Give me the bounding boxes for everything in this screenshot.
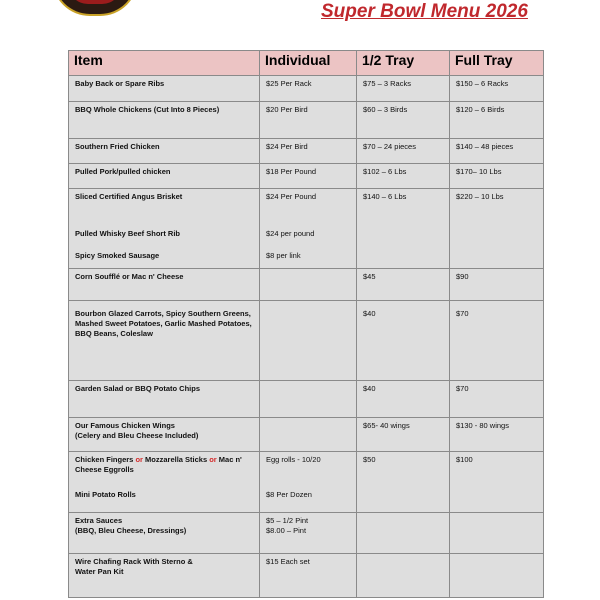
full-tray-cell: $70	[450, 381, 544, 418]
table-row	[69, 139, 544, 164]
item-cell: Corn Soufflé or Mac n' Cheese	[69, 269, 260, 301]
half-tray-cell: $102 – 6 Lbs	[357, 164, 450, 189]
item-line: Pulled Whisky Beef Short Rib	[75, 229, 181, 238]
individual-cell	[260, 381, 357, 418]
half-tray-cell	[357, 513, 450, 554]
half-tray-cell: $140 – 6 Lbs	[357, 189, 450, 269]
individual-cell: $25 Per Rack	[260, 76, 357, 102]
full-tray-cell	[450, 554, 544, 598]
item-cell: Southern Fried Chicken	[69, 139, 260, 164]
item-cell: Pulled Pork/pulled chicken	[69, 164, 260, 189]
item-line: BBQ Beans, Coleslaw	[75, 329, 153, 338]
individual-line: $8 per link	[266, 251, 301, 260]
item-line: Water Pan Kit	[75, 567, 124, 576]
restaurant-logo	[52, 0, 138, 16]
half-tray-cell: $70 – 24 pieces	[357, 139, 450, 164]
individual-line: Egg rolls - 10/20	[266, 455, 321, 464]
individual-cell	[260, 301, 357, 381]
item-line: Extra Sauces	[75, 516, 123, 525]
table-row	[69, 513, 544, 554]
individual-line: $8.00 – Pint	[266, 526, 307, 535]
table-row	[69, 76, 544, 102]
table-row	[69, 102, 544, 139]
table-header-row	[69, 51, 544, 76]
individual-line: $24 Per Pound	[266, 192, 317, 201]
item-line: Our Famous Chicken Wings	[75, 421, 175, 430]
individual-line: $8 Per Dozen	[266, 490, 312, 499]
individual-cell: $24 Per Bird	[260, 139, 357, 164]
table-row	[69, 418, 544, 452]
individual-cell: $20 Per Bird	[260, 102, 357, 139]
header-full-tray: Full Tray	[450, 51, 544, 76]
menu-table	[68, 50, 544, 598]
table-row	[69, 164, 544, 189]
item-cell: Garden Salad or BBQ Potato Chips	[69, 381, 260, 418]
full-tray-cell: $170– 10 Lbs	[450, 164, 544, 189]
half-tray-value: $40	[363, 309, 376, 318]
half-tray-cell	[357, 301, 450, 381]
individual-line: $24 per pound	[266, 229, 315, 238]
individual-cell: $15 Each set	[260, 554, 357, 598]
half-tray-cell	[357, 554, 450, 598]
full-tray-cell: $100	[450, 452, 544, 513]
half-tray-cell: $65- 40 wings	[357, 418, 450, 452]
full-tray-cell: $150 – 6 Racks	[450, 76, 544, 102]
table-row	[69, 269, 544, 301]
full-tray-cell: $220 – 10 Lbs	[450, 189, 544, 269]
half-tray-cell: $50	[357, 452, 450, 513]
item-cell	[69, 554, 260, 598]
full-tray-cell: $140 – 48 pieces	[450, 139, 544, 164]
item-cell	[69, 452, 260, 513]
table-row	[69, 554, 544, 598]
item-line: Mashed Sweet Potatoes, Garlic Mashed Potatoes,	[75, 319, 252, 328]
half-tray-cell: $45	[357, 269, 450, 301]
half-tray-cell: $40	[357, 381, 450, 418]
full-tray-cell: $90	[450, 269, 544, 301]
item-line: Wire Chafing Rack With Sterno &	[75, 557, 193, 566]
item-cell	[69, 301, 260, 381]
individual-line: $5 – 1/2 Pint	[266, 516, 309, 525]
half-tray-cell: $75 – 3 Racks	[357, 76, 450, 102]
item-cell: BBQ Whole Chickens (Cut Into 8 Pieces)	[69, 102, 260, 139]
item-cell	[69, 418, 260, 452]
header-half-tray: 1/2 Tray	[357, 51, 450, 76]
item-cell	[69, 513, 260, 554]
table-row	[69, 301, 544, 381]
table-row	[69, 452, 544, 513]
table-row	[69, 381, 544, 418]
header-item: Item	[69, 51, 260, 76]
individual-cell	[260, 418, 357, 452]
item-line: Spicy Smoked Sausage	[75, 251, 160, 260]
individual-cell: $18 Per Pound	[260, 164, 357, 189]
item-line: Bourbon Glazed Carrots, Spicy Southern Greens,	[75, 309, 251, 318]
item-line: Mini Potato Rolls	[75, 490, 136, 499]
item-line: Chicken Fingers or Mozzarella Sticks or Mac n' Cheese Eggrolls	[75, 455, 242, 474]
individual-cell	[260, 513, 357, 554]
full-tray-value: $70	[456, 309, 469, 318]
full-tray-cell	[450, 513, 544, 554]
individual-cell	[260, 269, 357, 301]
menu-title: Super Bowl Menu 2026	[321, 1, 528, 22]
half-tray-cell: $60 – 3 Birds	[357, 102, 450, 139]
item-cell: Baby Back or Spare Ribs	[69, 76, 260, 102]
item-line: (BBQ, Bleu Cheese, Dressings)	[75, 526, 187, 535]
table-row	[69, 189, 544, 269]
item-line: (Celery and Bleu Cheese Included)	[75, 431, 199, 440]
full-tray-cell	[450, 301, 544, 381]
full-tray-cell: $120 – 6 Birds	[450, 102, 544, 139]
item-line: Sliced Certified Angus Brisket	[75, 192, 183, 201]
item-cell	[69, 189, 260, 269]
full-tray-cell: $130 - 80 wings	[450, 418, 544, 452]
header-individual: Individual	[260, 51, 357, 76]
individual-cell	[260, 452, 357, 513]
individual-cell	[260, 189, 357, 269]
